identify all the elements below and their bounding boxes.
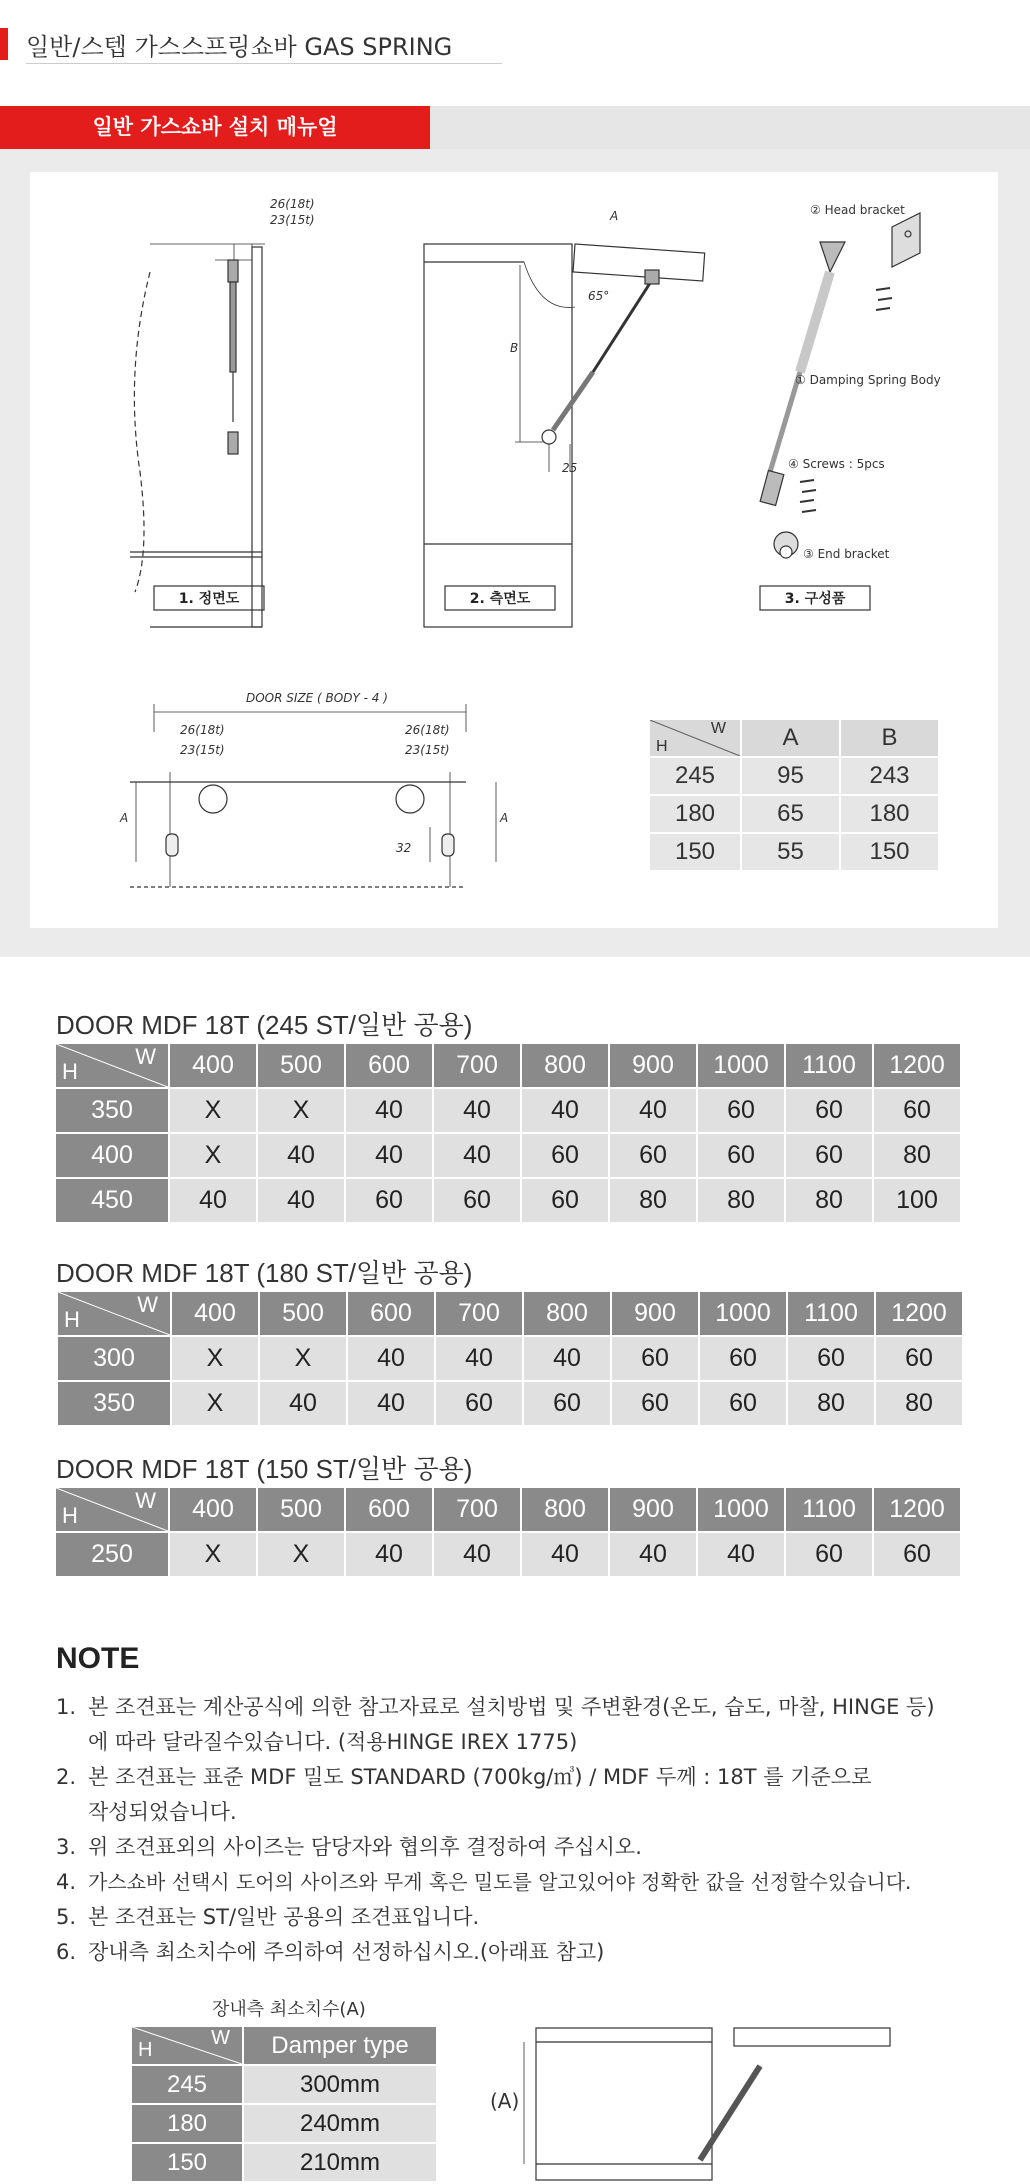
part-screws: ④ Screws : 5pcs: [788, 457, 885, 471]
door-dim-26-right: 26(18t): [405, 723, 450, 737]
col-header: 700: [436, 1292, 522, 1335]
hw-corner-cell: [56, 1488, 168, 1531]
table-cell: 60: [786, 1533, 872, 1576]
dim-23-label: 23(15t): [270, 213, 315, 227]
col-header: A: [742, 720, 839, 756]
table-row: [56, 1134, 960, 1177]
table-cell: 80: [610, 1179, 696, 1222]
table-cell: X: [172, 1382, 258, 1425]
table-cell: 40: [610, 1089, 696, 1132]
table-150: [54, 1486, 962, 1578]
page-title: 일반/스텝 가스스프링쇼바 GAS SPRING: [26, 33, 453, 61]
col-header: 1000: [698, 1488, 784, 1531]
note-number: 3.: [56, 1835, 77, 1859]
table-cell: 80: [786, 1179, 872, 1222]
table-cell: 40: [260, 1382, 346, 1425]
table-cell: 40: [522, 1089, 608, 1132]
table-row: [56, 1533, 960, 1576]
table-cell: 60: [524, 1382, 610, 1425]
table-cell: 80: [788, 1382, 874, 1425]
col-header: B: [841, 720, 938, 756]
table-row: [132, 2144, 436, 2181]
table-cell: 60: [436, 1382, 522, 1425]
col-header: 600: [346, 1488, 432, 1531]
table-cell: 60: [612, 1337, 698, 1380]
table-cell: 40: [348, 1337, 434, 1380]
h-label: H: [62, 1503, 78, 1528]
col-header: 900: [610, 1044, 696, 1087]
table-245-caption: DOOR MDF 18T (245 ST/일반 공용): [56, 1010, 473, 1040]
table-cell: 180: [841, 796, 938, 832]
header-divider: [26, 63, 502, 64]
table-cell: 55: [742, 834, 839, 870]
table-cell: 60: [786, 1089, 872, 1132]
section-title: 일반 가스쇼바 설치 매뉴얼: [92, 115, 338, 139]
table-cell: 60: [698, 1134, 784, 1177]
col-header: 1100: [786, 1488, 872, 1531]
table-180-caption: DOOR MDF 18T (180 ST/일반 공용): [56, 1258, 473, 1288]
table-cell: 40: [524, 1337, 610, 1380]
row-header: 245: [650, 758, 740, 794]
table-cell: 80: [698, 1179, 784, 1222]
table-cell: 40: [348, 1382, 434, 1425]
table-cell: 40: [436, 1337, 522, 1380]
hw-corner-cell: [132, 2027, 242, 2064]
note-item: [56, 1690, 1016, 1760]
col-header: 800: [522, 1044, 608, 1087]
note-line: 본 조견표는 표준 MDF 밀도 STANDARD (700kg/㎥) / MDF 두께 : 18T 를 기준으로: [88, 1765, 872, 1789]
note-item: [56, 1900, 1016, 1935]
cabinet-clearance-diagram: [480, 2020, 920, 2184]
note-title: NOTE: [56, 1642, 140, 1675]
table-cell: 60: [874, 1533, 960, 1576]
table-cell: 100: [874, 1179, 960, 1222]
table-row: [132, 2066, 436, 2103]
table-180: [56, 1290, 964, 1427]
table-cell: 40: [434, 1134, 520, 1177]
table-cell: X: [258, 1533, 344, 1576]
col-header: 1200: [874, 1044, 960, 1087]
table-cell: 40: [170, 1179, 256, 1222]
row-header: 400: [56, 1134, 168, 1177]
table-cell: 40: [346, 1533, 432, 1576]
row-header: 180: [132, 2105, 242, 2142]
hw-corner-cell: [56, 1044, 168, 1087]
clearance-a-label: (A): [490, 2089, 520, 2113]
table-cell: 40: [434, 1533, 520, 1576]
table-cell: 60: [788, 1337, 874, 1380]
note-number: 5.: [56, 1905, 77, 1929]
min-table-caption: 장내측 최소치수(A): [212, 1999, 366, 2020]
table-cell: 60: [874, 1089, 960, 1132]
table-cell: 80: [876, 1382, 962, 1425]
table-cell: 60: [346, 1179, 432, 1222]
door-a-left: A: [120, 811, 129, 825]
w-label: W: [710, 720, 726, 737]
col-header: 500: [260, 1292, 346, 1335]
table-cell: 60: [610, 1134, 696, 1177]
table-cell: 150: [841, 834, 938, 870]
col-header: 1200: [876, 1292, 962, 1335]
table-cell: 40: [610, 1533, 696, 1576]
table-cell: 40: [258, 1179, 344, 1222]
table-row: [132, 2105, 436, 2142]
note-line: 본 조견표는 ST/일반 공용의 조견표입니다.: [88, 1905, 480, 1929]
row-header: 450: [56, 1179, 168, 1222]
dim-a-label: A: [610, 209, 619, 223]
col-header: 500: [258, 1488, 344, 1531]
table-cell: 210mm: [244, 2144, 436, 2181]
w-label: W: [135, 1044, 156, 1069]
note-number: 6.: [56, 1940, 77, 1964]
w-label: W: [211, 2027, 230, 2049]
col-header: 800: [522, 1488, 608, 1531]
caption-components: 3. 구성품: [784, 591, 846, 607]
table-row: [650, 758, 938, 794]
table-row: [56, 1179, 960, 1222]
note-line: 작성되었습니다.: [88, 1800, 237, 1824]
table-cell: 60: [698, 1089, 784, 1132]
note-item: [56, 1830, 1016, 1865]
table-cell: 65: [742, 796, 839, 832]
row-header: 180: [650, 796, 740, 832]
col-header: 800: [524, 1292, 610, 1335]
col-header: 500: [258, 1044, 344, 1087]
col-header: 1200: [874, 1488, 960, 1531]
col-header: 400: [172, 1292, 258, 1335]
col-header: 1100: [788, 1292, 874, 1335]
table-cell: X: [172, 1337, 258, 1380]
table-cell: 95: [742, 758, 839, 794]
table-cell: X: [260, 1337, 346, 1380]
note-number: 4.: [56, 1870, 77, 1894]
door-dim-26-left: 26(18t): [180, 723, 225, 737]
h-label: H: [62, 1059, 78, 1084]
col-header: 1100: [786, 1044, 872, 1087]
table-cell: 60: [700, 1337, 786, 1380]
part-head-bracket: ② Head bracket: [810, 203, 905, 217]
table-cell: 60: [786, 1134, 872, 1177]
note-item: [56, 1865, 1016, 1900]
table-cell: 40: [522, 1533, 608, 1576]
row-header: 150: [132, 2144, 242, 2181]
col-header: 900: [612, 1292, 698, 1335]
table-cell: X: [258, 1089, 344, 1132]
col-header: 700: [434, 1488, 520, 1531]
w-label: W: [135, 1488, 156, 1513]
table-cell: 40: [698, 1533, 784, 1576]
table-cell: 60: [522, 1179, 608, 1222]
row-header: 245: [132, 2066, 242, 2103]
table-row: [650, 834, 938, 870]
col-header: 400: [170, 1044, 256, 1087]
h-label: H: [656, 738, 668, 755]
table-row: [650, 796, 938, 832]
table-row: [58, 1337, 962, 1380]
w-label: W: [137, 1292, 158, 1317]
note-line: 본 조견표는 계산공식에 의한 참고자료로 설치방법 및 주변환경(온도, 습도, 마찰, HINGE 등): [88, 1695, 935, 1719]
table-cell: 60: [612, 1382, 698, 1425]
table-245: [54, 1042, 962, 1224]
part-end-bracket: ③ End bracket: [803, 547, 890, 561]
row-header: 250: [56, 1533, 168, 1576]
table-150-caption: DOOR MDF 18T (150 ST/일반 공용): [56, 1454, 473, 1484]
col-header: 600: [346, 1044, 432, 1087]
row-header: 300: [58, 1337, 170, 1380]
note-list: [56, 1690, 1016, 1970]
note-item: [56, 1935, 1016, 1970]
table-row: [58, 1382, 962, 1425]
col-header: 700: [434, 1044, 520, 1087]
row-header: 350: [56, 1089, 168, 1132]
table-cell: X: [170, 1134, 256, 1177]
note-line: 위 조견표외의 사이즈는 담당자와 협의후 결정하여 주십시오.: [88, 1835, 642, 1859]
caption-front-view: 1. 정면도: [178, 591, 240, 607]
table-cell: 60: [700, 1382, 786, 1425]
header-accent-bar: [0, 28, 8, 60]
table-cell: X: [170, 1089, 256, 1132]
door-dim-23-right: 23(15t): [405, 743, 450, 757]
door-a-right: A: [500, 811, 509, 825]
table-cell: 80: [874, 1134, 960, 1177]
hw-corner-cell: [58, 1292, 170, 1335]
note-number: 2.: [56, 1765, 77, 1789]
table-cell: 240mm: [244, 2105, 436, 2142]
angle-label: 65°: [588, 289, 610, 303]
note-line: 가스쇼바 선택시 도어의 사이즈와 무게 혹은 밀도를 알고있어야 정확한 값을 선정할수있습니다.: [88, 1870, 912, 1894]
row-header: 150: [650, 834, 740, 870]
h-label: H: [138, 2039, 153, 2061]
row-header: 350: [58, 1382, 170, 1425]
h-label: H: [64, 1307, 80, 1332]
col-header: 1000: [700, 1292, 786, 1335]
door-dim-32: 32: [396, 841, 412, 855]
table-cell: 60: [434, 1179, 520, 1222]
dim-25-label: 25: [562, 461, 578, 475]
note-number: 1.: [56, 1695, 77, 1719]
col-header: 400: [170, 1488, 256, 1531]
table-cell: 40: [258, 1134, 344, 1177]
door-size-label: DOOR SIZE ( BODY - 4 ): [246, 691, 388, 705]
table-cell: 300mm: [244, 2066, 436, 2103]
col-header: 600: [348, 1292, 434, 1335]
caption-side-view: 2. 측면도: [469, 591, 531, 607]
note-line: 장내측 최소치수에 주의하여 선정하십시오.(아래표 참고): [88, 1940, 605, 1964]
table-cell: 40: [346, 1089, 432, 1132]
dim-b-label: B: [510, 341, 519, 355]
table-cell: 60: [876, 1337, 962, 1380]
col-header: Damper type: [244, 2027, 436, 2064]
part-spring-body: ① Damping Spring Body: [795, 373, 941, 387]
table-row: [56, 1089, 960, 1132]
dim-26-label: 26(18t): [270, 197, 315, 211]
section-bar-background: [430, 106, 1030, 149]
min-dimension-table: [130, 2025, 438, 2183]
table-cell: 243: [841, 758, 938, 794]
door-dim-23-left: 23(15t): [180, 743, 225, 757]
col-header: 1000: [698, 1044, 784, 1087]
note-item: [56, 1760, 1016, 1830]
note-line: 에 따라 달라질수있습니다. (적용HINGE IREX 1775): [88, 1730, 578, 1754]
table-cell: X: [170, 1533, 256, 1576]
col-header: 900: [610, 1488, 696, 1531]
table-cell: 40: [434, 1089, 520, 1132]
ab-dimension-table: [648, 718, 940, 872]
table-cell: 40: [346, 1134, 432, 1177]
table-cell: 60: [522, 1134, 608, 1177]
hw-corner-cell: [650, 720, 740, 756]
